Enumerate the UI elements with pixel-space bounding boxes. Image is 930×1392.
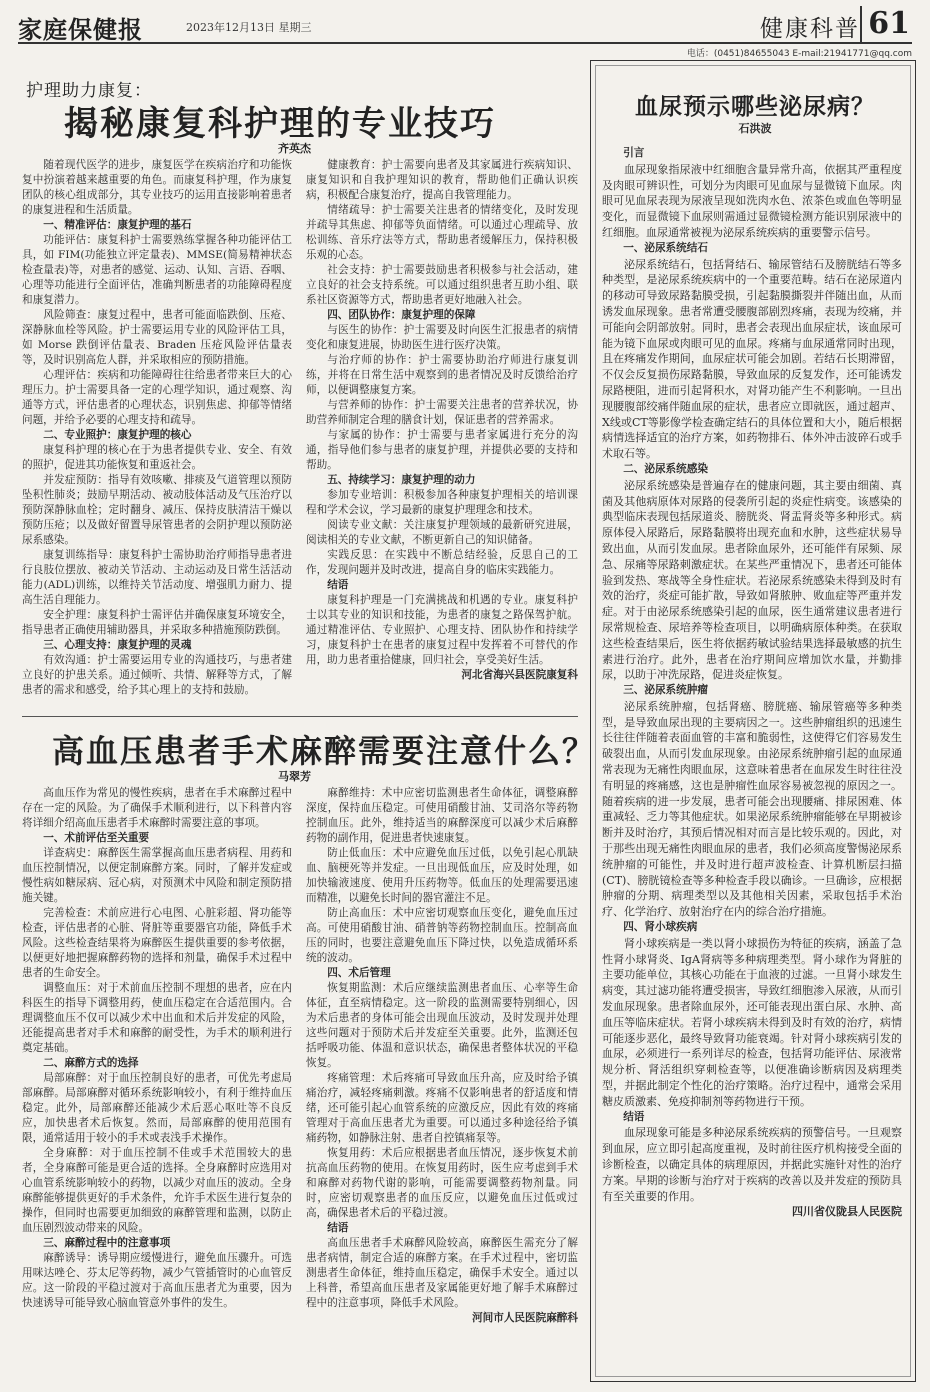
paragraph: 调整血压：对于术前血压控制不理想的患者，应在内科医生的指导下调整用药，使血压稳定在合适范围内。合理调整血压不仅可以减少术中出血和术后并发症的风险，还能提高患者对手术和麻醉的耐受性，为手术的顺利进行奠定基础。 — [22, 982, 292, 1054]
section-heading: 结语 — [623, 1110, 645, 1123]
article2-column-left — [22, 786, 292, 1382]
section-heading: 三、泌尿系统肿瘤 — [623, 684, 708, 697]
paragraph: 与治疗师的协作：护士需要协助治疗师进行康复训练，并将在日常生活中观察到的患者情况及时反馈给治疗师，以便调整康复方案。 — [306, 354, 578, 396]
section-heading: 三、麻醉过程中的注意事项 — [43, 1237, 171, 1249]
paragraph: 实践反思：在实践中不断总结经验，反思自己的工作，发现问题并及时改进，提高自身的临床实践能力。 — [306, 549, 578, 576]
section-heading: 四、肾小球疾病 — [623, 921, 698, 934]
contact-info: 电话：(0451)84655043 E-mail:21941771@qq.com — [686, 49, 912, 59]
article2-author: 马翠芳 — [278, 770, 311, 783]
article1-column-right — [306, 158, 578, 710]
article3-body — [602, 146, 902, 1370]
paragraph: 心理评估：疾病和功能障碍往往给患者带来巨大的心理压力。护士需要具备一定的心理学知识，通过观察、沟通等方式，评估患者的心理状态，识别焦虑、抑郁等情绪问题，并给予必要的心理支持和疏导。 — [22, 369, 292, 426]
section-heading: 五、持续学习：康复护理的动力 — [327, 474, 476, 486]
paragraph: 泌尿系统肿瘤，包括肾癌、膀胱癌、输尿管癌等多种类型，是导致血尿出现的主要病因之一。这些肿瘤组织的迅速生长往往伴随着表面血管的丰富和脆弱性，这使得它们容易发生破裂出血，从而引发血尿现象。由泌尿系统肿瘤引起的血尿通常表现为无痛性肉眼血尿，这意味着患者在血尿发生时往往没有明显的疼痛感，这也是肿瘤性血尿容易被忽视的原因之一。随着疾病的进一步发展，患者可能会出现腰痛、排尿困难、体重减轻、乏力等其他症状。如果泌尿系统肿瘤能够在早期被诊断并及时治疗，其预后情况相对而言是比较乐观的。因此，对于那些出现无痛性肉眼血尿的患者，我们必须高度警惕泌尿系统肿瘤的可能性，并及时进行超声波检查、计算机断层扫描(CT)、膀胱镜检查等多种检查手段以确诊。一旦确诊，应根据肿瘤的分期、病理类型以及其他相关因素，采取包括手术治疗、化学治疗、放射治疗在内的综合治疗措施。 — [602, 699, 902, 919]
page-number: 61 — [860, 6, 910, 42]
issue-date: 2023年12月13日 星期三 — [186, 21, 312, 34]
article-divider — [22, 716, 578, 717]
section-heading: 一、泌尿系统结石 — [623, 241, 708, 254]
article1-title: 揭秘康复科护理的专业技巧 — [64, 104, 496, 144]
paragraph: 健康教育：护士需要向患者及其家属进行疾病知识、康复知识和自我护理知识的教育，帮助他们正确认识疾病，积极配合康复治疗，提高自我管理能力。 — [306, 159, 578, 201]
article2-column-right — [306, 786, 578, 1382]
section-heading: 二、专业照护：康复护理的核心 — [43, 429, 192, 441]
paragraph: 与医生的协作：护士需要及时向医生汇报患者的病情变化和康复进展，协助医生进行医疗决策。 — [306, 324, 578, 351]
paragraph: 肾小球疾病是一类以肾小球损伤为特征的疾病，涵盖了急性肾小球肾炎、IgA肾病等多种病理类型。肾小球作为肾脏的主要功能单位，其核心功能在于血液的过滤。一旦肾小球发生病变，其过滤功能将遭受损害，导致红细胞渗入尿液，从而引发血尿现象。患者除血尿外，还可能表现出蛋白尿、水肿、高血压等临床症状。若肾小球疾病未得到及时有效的治疗，病情可能逐步恶化，最终导致肾功能衰竭。针对肾小球疾病引发的血尿，必须进行一系列详尽的检查，包括肾功能评估、尿液常规分析、肾活组织穿刺检查等，以便准确诊断病因及病理类型，并据此制定个性化的治疗策略。治疗过程中，通常会采用糖皮质激素、免疫抑制剂等药物进行干预。 — [602, 936, 902, 1108]
section-title: 健康科普 — [760, 16, 860, 42]
author-affiliation: 河间市人民医院麻醉科 — [472, 1312, 578, 1324]
paragraph: 防止高血压：术中应密切观察血压变化，避免血压过高。可使用硝酸甘油、硝普钠等药物控制血压。控制高血压的同时，也要注意避免血压下降过快，以免造成循环系统的波动。 — [306, 907, 578, 964]
article1-author: 齐英杰 — [278, 142, 311, 155]
paragraph: 详查病史：麻醉医生需掌握高血压患者病程、用药和血压控制情况，以便定制麻醉方案。同时，了解并发症或慢性病如糖尿病、冠心病，对预测术中风险和制定预防措施关键。 — [22, 847, 292, 904]
section-heading: 二、麻醉方式的选择 — [43, 1057, 139, 1069]
paragraph: 全身麻醉：对于血压控制不佳或手术范围较大的患者，全身麻醉可能是更合适的选择。全身麻醉时应选用对心血管系统影响较小的药物，以减少对血压的波动。全身麻醉能够提供更好的手术条件，允许手术医生进行复杂的操作，但同时也需要更加细致的麻醉管理和监测，以防止血压剧烈波动带来的风险。 — [22, 1147, 292, 1234]
article2-title: 高血压患者手术麻醉需要注意什么？ — [52, 732, 597, 770]
paragraph: 情绪疏导：护士需要关注患者的情绪变化，及时发现并疏导其焦虑、抑郁等负面情绪。可以通过心理疏导、放松训练、音乐疗法等方式，帮助患者缓解压力，保持积极乐观的心态。 — [306, 204, 578, 261]
section-heading: 四、术后管理 — [327, 967, 391, 979]
article3-author: 石洪波 — [738, 122, 772, 135]
paragraph: 社会支持：护士需要鼓励患者积极参与社会活动，建立良好的社会支持系统。可以通过组织患者互助小组、联系社区资源等方式，帮助患者更好地融入社会。 — [306, 264, 578, 306]
article1-column-left — [22, 158, 292, 710]
paragraph: 麻醉诱导：诱导期应缓慢进行，避免血压骤升。可选用咪达唑仑、芬太尼等药物，减少气管插管时的心血管反应。这一阶段的平稳过渡对于高血压患者尤为重要，因为快速诱导可能导致心脑血管意外事件的发生。 — [22, 1252, 292, 1309]
paragraph: 康复训练指导：康复科护士需协助治疗师指导患者进行良肢位摆放、被动关节活动、主动运动及日常生活活动能力(ADL)训练，以维持关节活动度、增强肌力耐力、提高生活自理能力。 — [22, 549, 292, 606]
section-heading: 一、术前评估至关重要 — [43, 832, 150, 844]
paragraph: 参加专业培训：积极参加各种康复护理相关的培训课程和学术会议，学习最新的康复护理理念和技术。 — [306, 489, 578, 516]
paragraph: 泌尿系统感染是普遍存在的健康问题，其主要由细菌、真菌及其他病原体对尿路的侵袭所引起的炎症性病变。该感染的典型临床表现包括尿道炎、膀胱炎、肾盂肾炎等多种形式。病原体侵入尿路后，尿路黏膜将出现充血和水肿，这些症状易导致出血，从而引发血尿。患者除血尿外，还可能伴有尿频、尿急、尿痛等尿路刺激症状。在某些严重情况下，患者还可能体验到发热、寒战等全身性症状。若泌尿系统感染未得到及时有效的治疗，炎症可能扩散，导致如肾脓肿、败血症等严重并发症。对于由泌尿系统感染引起的血尿，医生通常建议患者进行尿常规检查、尿培养等检查项目，以明确病原体种类。在获取这些检查结果后，医生将依据药敏试验结果选择最敏感的抗生素进行治疗。此外，患者在治疗期间应增加饮水量，并勤排尿，以助于冲洗尿路，促进炎症恢复。 — [602, 478, 902, 682]
section-heading: 四、团队协作：康复护理的保障 — [327, 309, 476, 321]
section-heading: 结语 — [327, 579, 349, 591]
section-heading: 结语 — [327, 1222, 349, 1234]
paragraph: 与家属的协作：护士需要与患者家属进行充分的沟通，指导他们参与患者的康复护理，并提供必要的支持和帮助。 — [306, 429, 578, 471]
section-heading: 引言 — [623, 147, 645, 159]
author-affiliation: 河北省海兴县医院康复科 — [461, 669, 578, 681]
paragraph: 恢复期监测：术后应继续监测患者血压、心率等生命体征，直至病情稳定。这一阶段的监测需要特别细心，因为术后患者的身体可能会出现血压波动，及时发现并处理这些问题对于预防术后并发症至关重要。此外，监测还包括呼吸功能、体温和意识状态，确保患者整体状况的平稳恢复。 — [306, 982, 578, 1069]
paragraph: 安全护理：康复科护士需评估并确保康复环境安全，指导患者正确使用辅助器具，并采取多种措施预防跌倒。 — [22, 609, 292, 636]
newspaper-name: 家庭保健报 — [18, 15, 143, 44]
paragraph: 恢复用药：术后应根据患者血压情况，逐步恢复术前抗高血压药物的使用。在恢复用药时，医生应考虑到手术和麻醉对药物代谢的影响，可能需要调整药物剂量。同时，应密切观察患者的血压反应，以避免血压过低或过高，确保患者术后的平稳过渡。 — [306, 1147, 578, 1219]
paragraph: 局部麻醉：对于血压控制良好的患者，可优先考虑局部麻醉。局部麻醉对循环系统影响较小，有利于维持血压稳定。此外，局部麻醉还能减少术后恶心呕吐等不良反应，加快患者术后恢复。然而，局部麻醉的使用范围有限，通常适用于较小的手术或表浅手术操作。 — [22, 1072, 292, 1144]
paragraph: 有效沟通：护士需要运用专业的沟通技巧，与患者建立良好的护患关系。通过倾听、共情、解释等方式，了解患者的需求和感受，给予其心理上的支持和鼓励。 — [22, 654, 292, 696]
paragraph: 麻醉维持：术中应密切监测患者生命体征，调整麻醉深度，保持血压稳定。可使用硝酸甘油、艾司洛尔等药物控制血压。此外，维持适当的麻醉深度可以减少术后麻醉药物的副作用，促进患者快速康复。 — [306, 787, 578, 844]
paragraph: 功能评估：康复科护士需要熟练掌握各种功能评估工具，如 FIM(功能独立评定量表)、MMSE(简易精神状态检查量表)等，对患者的感觉、运动、认知、言语、吞咽、心理等功能进行全面评估，准确判断患者的功能障碍程度和康复潜力。 — [22, 234, 292, 306]
paragraph: 随着现代医学的进步，康复医学在疾病治疗和功能恢复中扮演着越来越重要的角色。而康复科护理，作为康复团队的核心组成部分，其专业技巧的运用直接影响着患者的康复进程和生活质量。 — [22, 159, 292, 216]
article1-kicker: 护理助力康复： — [26, 81, 152, 101]
paragraph: 血尿现象可能是多种泌尿系统疾病的预警信号。一旦观察到血尿，应立即引起高度重视，及时前往医疗机构接受全面的诊断检查，以确定具体的病理原因，并据此实施针对性的治疗方案。早期的诊断与治疗对于疾病的改善以及并发症的预防具有至关重要的作用。 — [602, 1126, 902, 1203]
paragraph: 血尿现象指尿液中红细胞含量异常升高，依据其严重程度及肉眼可辨识性，可划分为肉眼可见血尿与显微镜下血尿。肉眼可见血尿表现为尿液呈现如洗肉水色、浓茶色或血色等明显变化，而显微镜下血尿则需通过显微镜检测方能识别尿液中的红细胞。血尿通常被视为泌尿系统疾病的重要警示信号。 — [602, 162, 902, 239]
section-heading: 一、精准评估：康复护理的基石 — [43, 219, 192, 231]
paragraph: 康复科护理是一门充满挑战和机遇的专业。康复科护士以其专业的知识和技能，为患者的康复之路保驾护航。通过精准评估、专业照护、心理支持、团队协作和持续学习，康复科护士在患者的康复过程中发挥着不可替代的作用，助力患者重拾健康，回归社会，享受美好生活。 — [306, 594, 578, 666]
author-affiliation: 四川省仪陇县人民医院 — [792, 1205, 902, 1219]
paragraph: 阅读专业文献：关注康复护理领域的最新研究进展，阅读相关的专业文献，不断更新自己的知识储备。 — [306, 519, 578, 546]
masthead — [18, 8, 912, 44]
section-heading: 三、心理支持：康复护理的灵魂 — [43, 639, 192, 651]
paragraph: 疼痛管理：术后疼痛可导致血压升高，应及时给予镇痛治疗，减轻疼痛刺激。疼痛不仅影响患者的舒适度和情绪，还可能引起心血管系统的应激反应，因此有效的疼痛管理对于高血压患者尤为重要。可以通过多种途径给予镇痛药物，如静脉注射、患者自控镇痛泵等。 — [306, 1072, 578, 1144]
paragraph: 与营养师的协作：护士需要关注患者的营养状况，协助营养师制定合理的膳食计划，保证患者的营养需求。 — [306, 399, 578, 426]
article3-title: 血尿预示哪些泌尿病？ — [635, 93, 875, 120]
paragraph: 完善检查：术前应进行心电图、心脏彩超、肾功能等检查，评估患者的心脏、肾脏等重要器官功能，降低手术风险。这些检查结果将为麻醉医生提供重要的参考依据，以便更好地把握麻醉药物的选择和剂量，确保手术过程中患者的生命安全。 — [22, 907, 292, 979]
section-heading: 二、泌尿系统感染 — [623, 462, 708, 475]
paragraph: 高血压作为常见的慢性疾病，患者在手术麻醉过程中存在一定的风险。为了确保手术顺利进行，以下科普内容将详细介绍高血压患者手术麻醉时需要注意的事项。 — [22, 787, 292, 829]
paragraph: 康复科护理的核心在于为患者提供专业、安全、有效的照护，促进其功能恢复和重返社会。 — [22, 444, 292, 471]
paragraph: 风险筛查：康复过程中，患者可能面临跌倒、压疮、深静脉血栓等风险。护士需要运用专业的风险评估工具，如 Morse 跌倒评估量表、Braden 压疮风险评估量表等，及时识别高危人群，并采取相应的预防措施。 — [22, 309, 292, 366]
paragraph: 高血压患者手术麻醉风险较高，麻醉医生需充分了解患者病情，制定合适的麻醉方案。在手术过程中，密切监测患者生命体征，维持血压稳定，确保手术安全。通过以上科普，希望高血压患者及家属能更好地了解手术麻醉过程中的注意事项，降低手术风险。 — [306, 1237, 578, 1309]
paragraph: 泌尿系统结石，包括肾结石、输尿管结石及膀胱结石等多种类型，是泌尿系统疾病中的一个重要范畴。结石在泌尿道内的移动可导致尿路黏膜受损，引起黏膜撕裂并伴随出血，从而诱发血尿现象。患者常遭受腰腹部剧烈疼痛，表现为绞痛，并可能向会阴部放射。同时，患者会表现出血尿症状，该血尿可能为镜下血尿或肉眼可见的血尿。疼痛与血尿通常同时出现，且在疼痛发作期间，血尿症状可能会加剧。若结石长期滞留，不仅会反复损伤尿路黏膜，导致血尿的反复发作，还可能诱发尿路梗阻，进而引起肾积水，对肾功能产生不利影响。一旦出现腰腹部绞痛伴随血尿的症状，患者应立即就医，通过超声、X线或CT等影像学检查确定结石的具体位置和大小，随后根据病情选择适宜的治疗方案，如药物排石、体外冲击波碎石或手术取石等。 — [602, 257, 902, 461]
paragraph: 并发症预防：指导有效咳嗽、排痰及气道管理以预防坠积性肺炎；鼓励早期活动、被动肢体活动及气压治疗以预防深静脉血栓；定时翻身、减压、保持皮肤清洁干燥以预防压疮；以及做好留置导尿管患者的会阴护理以预防泌尿系感染。 — [22, 474, 292, 546]
paragraph: 防止低血压：术中应避免血压过低，以免引起心肌缺血、脑梗死等并发症。一旦出现低血压，应及时处理，如加快输液速度、使用升压药物等。低血压的处理需要迅速而精准，以避免长时间的器官灌注不足。 — [306, 847, 578, 904]
